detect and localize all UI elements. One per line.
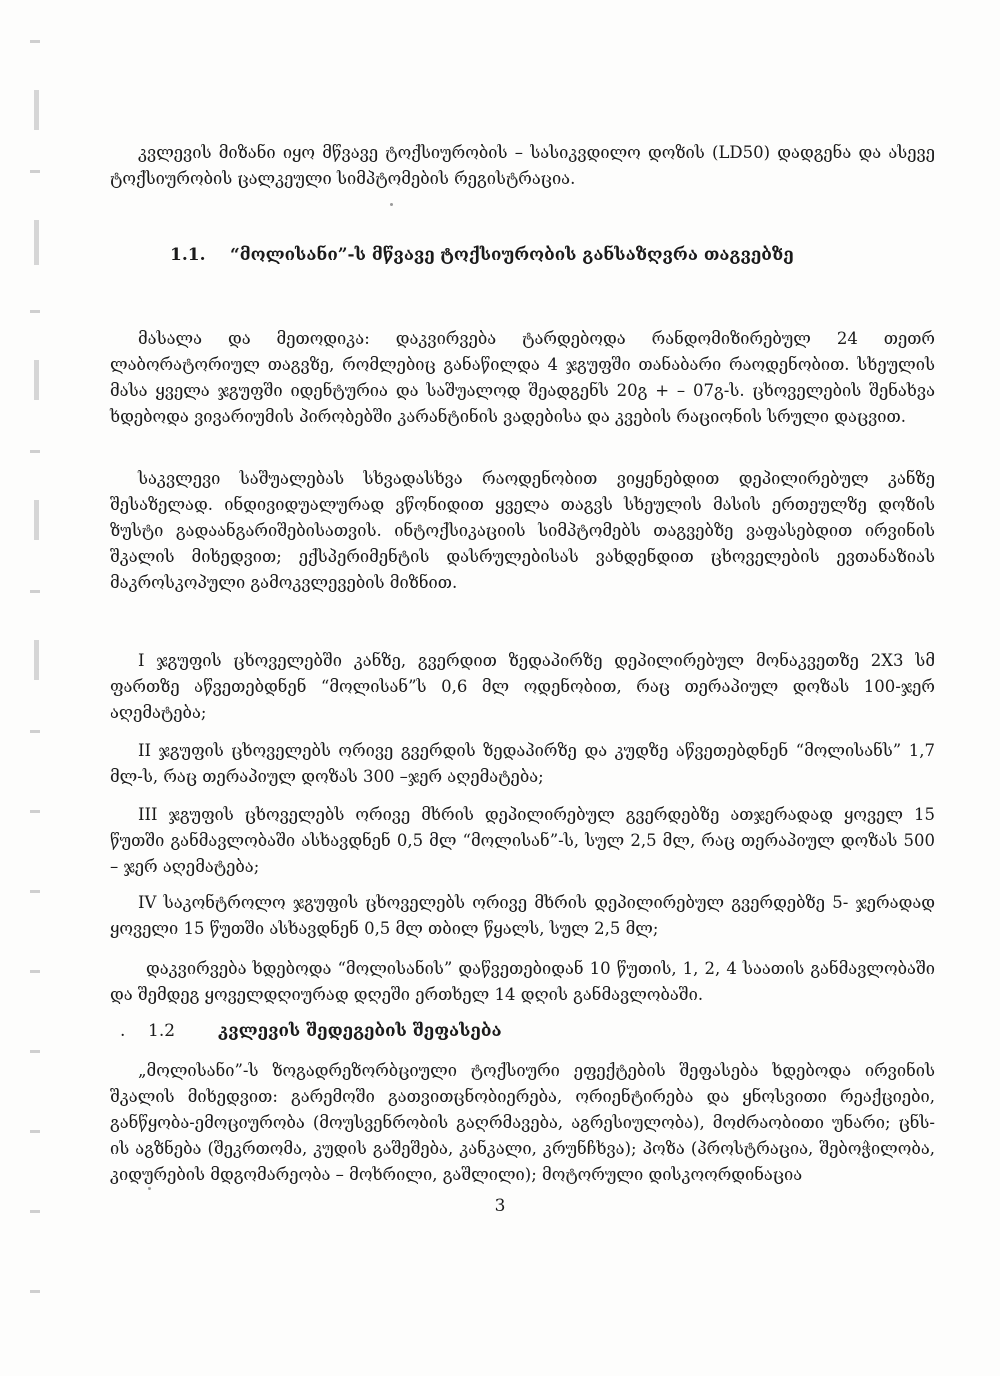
section-number: 1.1. (170, 245, 206, 265)
binding-tick (30, 170, 40, 173)
section-number: 1.2 (148, 1021, 176, 1041)
group-4-paragraph: IV საკონტროლო ჯგუფის ცხოველებს ორივე მხრის დეპილირებულ გვერდებზე 5- ჯერადად ყოველი 15 წუთში ასხავდნენ 0,5 მლ თბილ წყალს, სულ 2,5 მლ; (110, 893, 935, 938)
group-3-paragraph: III ჯგუფის ცხოველებს ორივე მხრის დეპილირებულ გვერდებზე ათჯერადად ყოველ 15 წუთში განმავლობაში ასხავდნენ 0,5 მლ “მოლისან”-ს, სულ 2,5 მლ, რაც თერაპიულ დოზას 500 – ჯერ აღემატება; (110, 805, 935, 876)
method-paragraph: საკვლევი საშუალებას სხვადასხვა რაოდენობით ვიყენებდით დეპილირებულ კანზე შესაზელად. ინდივიდუალურად ვწონიდით ყველა თაგვს სხეულის მასის ერთეულზე დოზის ზუსტი გადაანგარიშებისათვის. ინტოქსიკაციის სიმპტომებს თაგვებზე ვაფასებდით ირვინის შკალის მიხედვით; ექსპერიმენტის დასრულებისას ვახდენდით ცხოველების ევთანაზიას მაკროსკოპული გამოკვლევების მიზნით. (110, 469, 935, 592)
binding-tick (30, 1290, 40, 1293)
binding-tick (30, 1130, 40, 1133)
section-heading-1-1 (170, 242, 794, 268)
binding-bar (34, 90, 39, 130)
binding-bar (34, 640, 39, 680)
binding-tick (30, 590, 40, 593)
binding-tick (30, 1050, 40, 1053)
intro-paragraph: კვლევის მიზანი იყო მწვავე ტოქსიურობის – სასიკვდილო დოზის (LD50) დადგენა და ასევე ტოქსიურობის ცალკეული სიმპტომების რეგისტრაცია. (110, 143, 935, 188)
materials-paragraph: მასალა და მეთოდიკა: დაკვირვება ტარდებოდა რანდომიზირებულ 24 თეთრ ლაბორატორიულ თაგვზე, რომლებიც განაწილდა 4 ჯგუფში თანაბარი რაოდენობით. სხეულის მასა ყველა ჯგუფში იდენტურია და საშუალოდ შეადგენს 20გ + – 07გ-ს. ცხოველების შენახვა ხდებოდა ვივარიუმის პირობებში კარანტინის ვადებისა და კვების რაციონის სრული დაცვით. (110, 329, 935, 426)
scan-speck (148, 1187, 151, 1190)
binding-tick (30, 730, 40, 733)
group-2-paragraph: II ჯგუფის ცხოველებს ორივე გვერდის ზედაპირზე და კუდზე აწვეთებდნენ “მოლისანს” 1,7 მლ-ს, რაც თერაპიულ დოზას 300 –ჯერ აღემატება; (110, 741, 935, 786)
binding-tick (30, 810, 40, 813)
binding-bar (34, 220, 39, 265)
section-title: კვლევის შედეგების შეფასება (218, 1021, 502, 1041)
section-heading-1-2: . 1.2 კვლევის შედეგების შეფასება (120, 1018, 502, 1044)
binding-tick (30, 450, 40, 453)
page-number: 3 (494, 1196, 506, 1216)
section-title: “მოლისანი”-ს მწვავე ტოქსიურობის განსაზღვრა თაგვებზე (230, 245, 794, 265)
binding-tick (30, 890, 40, 893)
group-1-paragraph: I ჯგუფის ცხოველებში კანზე, გვერდით ზედაპირზე დეპილირებულ მონაკვეთზე 2X3 სმ ფართზე აწვეთებდნენ “მოლისან”ს 0,6 მლ ოდენობით, რაც თერაპიულ დოზას 100-ჯერ აღემატება; (110, 651, 935, 722)
scan-speck (390, 203, 393, 206)
binding-marks (30, 20, 42, 1360)
binding-tick (30, 970, 40, 973)
binding-tick (30, 40, 40, 43)
assessment-paragraph: „მოლისანი”-ს ზოგადრეზორბციული ტოქსიური ეფექტების შეფასება ხდებოდა ირვინის შკალის მიხედვით: გარემოში გათვითცნობიერება, ორიენტირება და ყნოსვითი რეაქციები, განწყობა-ემოციურობა (მოუსვენრობის გაღრმავება, აგრესიულობა), მოძრაობითი უნარი; ცნს-ის აგზნება (შეკრთომა, კუდის გაშეშება, კანკალი, კრუნჩხვა); პოზა (პროსტრაცია, შებოჭილობა, კიდურების მდგომარეობა – მოხრილი, გაშლილი); მოტორული დისკოორდინაცია (110, 1061, 935, 1184)
observation-paragraph: დაკვირვება ხდებოდა “მოლისანის” დაწვეთებიდან 10 წუთის, 1, 2, 4 საათის განმავლობაში და შემდეგ ყოველდღიურად დღეში ერთხელ 14 დღის განმავლობაში. (110, 959, 935, 1004)
binding-bar (34, 500, 39, 540)
binding-bar (34, 360, 39, 400)
binding-tick (30, 310, 40, 313)
